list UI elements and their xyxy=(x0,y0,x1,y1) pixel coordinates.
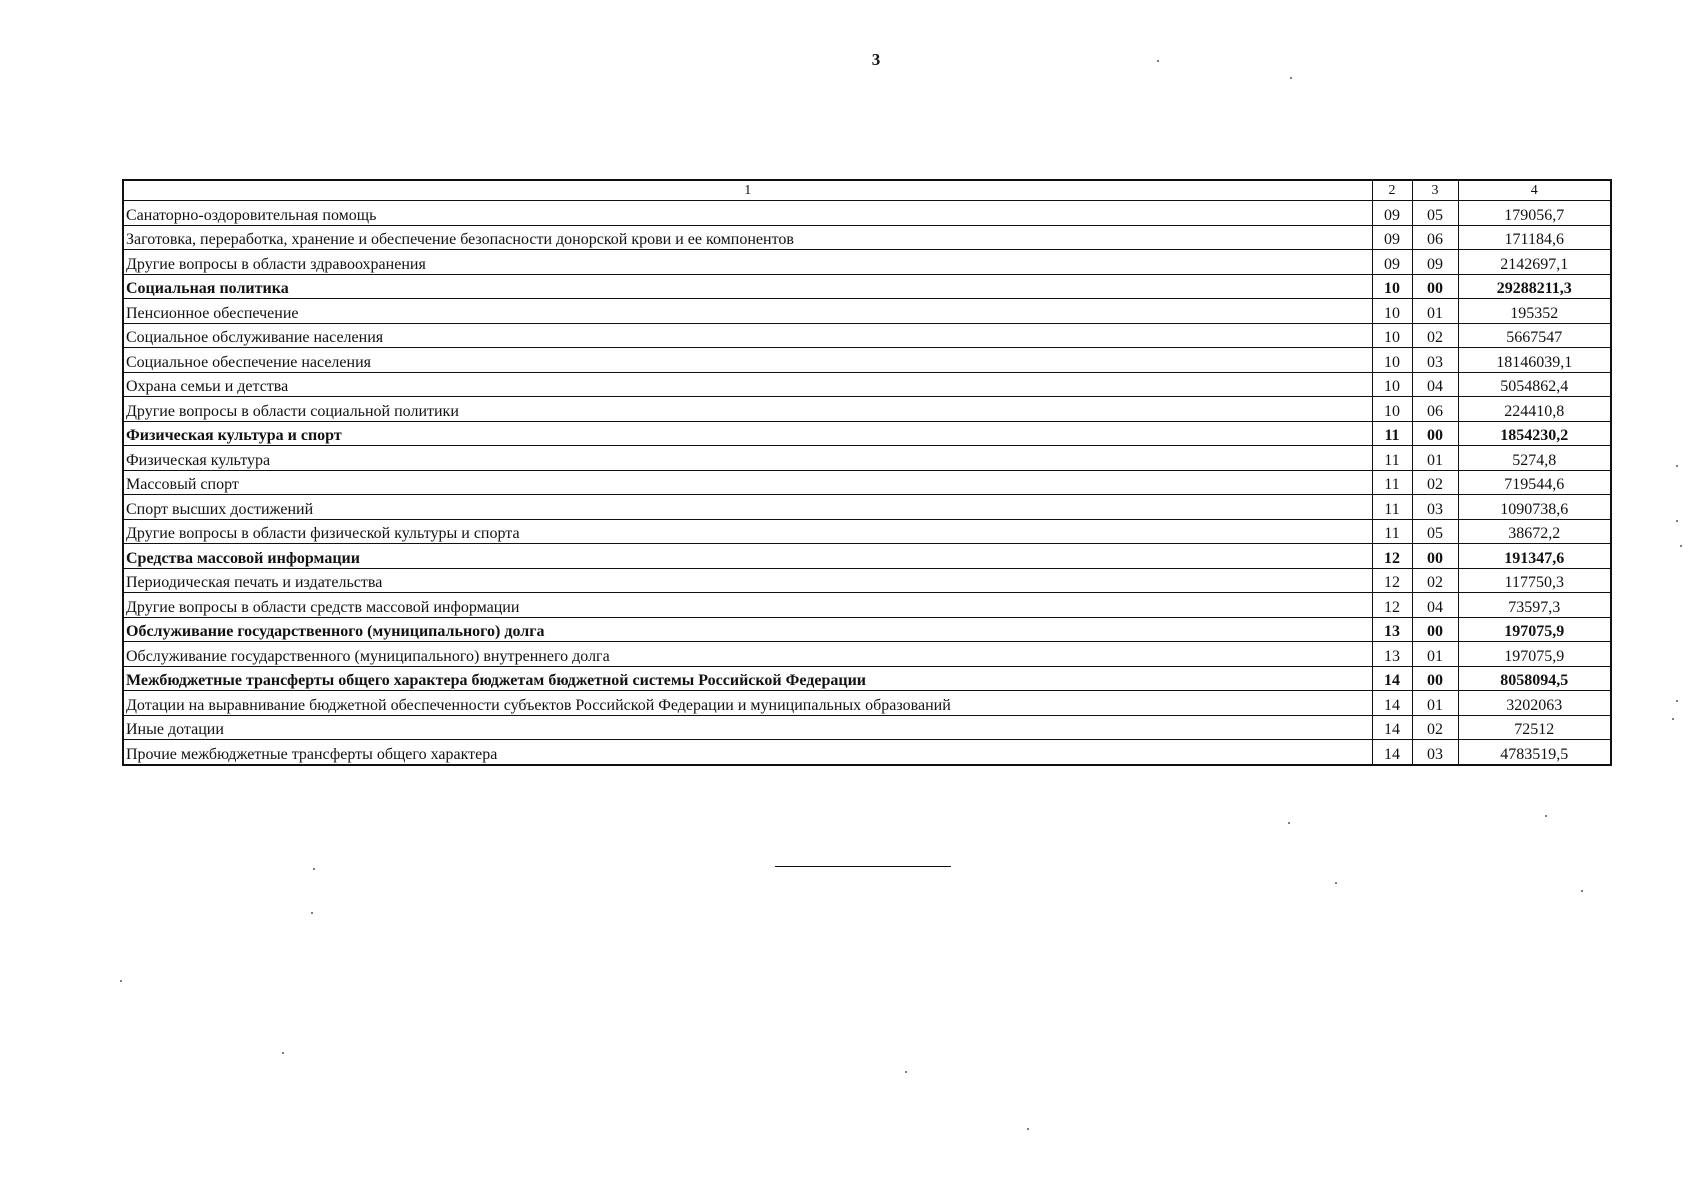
row-section-cell: 13 xyxy=(1372,617,1412,642)
row-amount-cell: 5667547 xyxy=(1458,323,1611,348)
row-name-cell: Социальная политика xyxy=(123,274,1372,299)
row-amount-cell: 73597,3 xyxy=(1458,593,1611,618)
row-subsection-cell: 02 xyxy=(1412,568,1458,593)
table-row xyxy=(123,323,1611,348)
row-name-cell: Обслуживание государственного (муниципального) внутреннего долга xyxy=(123,642,1372,667)
row-section-cell: 14 xyxy=(1372,666,1412,691)
table-row xyxy=(123,348,1611,373)
budget-table xyxy=(122,179,1612,766)
row-name-cell: Иные дотации xyxy=(123,715,1372,740)
row-name-cell: Социальное обеспечение населения xyxy=(123,348,1372,373)
row-subsection-cell: 03 xyxy=(1412,495,1458,520)
row-subsection-cell: 01 xyxy=(1412,691,1458,716)
row-name-cell: Другие вопросы в области социальной политики xyxy=(123,397,1372,422)
row-section-cell: 11 xyxy=(1372,495,1412,520)
row-name-cell: Физическая культура и спорт xyxy=(123,421,1372,446)
row-amount-cell: 179056,7 xyxy=(1458,201,1611,226)
row-section-cell: 11 xyxy=(1372,421,1412,446)
table-row xyxy=(123,642,1611,667)
row-subsection-cell: 04 xyxy=(1412,372,1458,397)
row-name-cell: Социальное обслуживание населения xyxy=(123,323,1372,348)
scan-speck xyxy=(1676,700,1678,702)
table-row xyxy=(123,593,1611,618)
scan-speck xyxy=(905,1071,907,1073)
budget-table-container xyxy=(122,179,1610,766)
row-section-cell: 10 xyxy=(1372,323,1412,348)
row-section-cell: 10 xyxy=(1372,397,1412,422)
row-amount-cell: 4783519,5 xyxy=(1458,740,1611,765)
row-amount-cell: 117750,3 xyxy=(1458,568,1611,593)
row-subsection-cell: 00 xyxy=(1412,666,1458,691)
row-section-cell: 09 xyxy=(1372,250,1412,275)
row-subsection-cell: 09 xyxy=(1412,250,1458,275)
row-name-cell: Физическая культура xyxy=(123,446,1372,471)
scan-speck xyxy=(1288,822,1290,824)
row-subsection-cell: 06 xyxy=(1412,397,1458,422)
scan-speck xyxy=(1676,465,1678,467)
row-name-cell: Пенсионное обеспечение xyxy=(123,299,1372,324)
table-row xyxy=(123,519,1611,544)
budget-table-body xyxy=(123,180,1611,765)
row-name-cell: Межбюджетные трансферты общего характера бюджетам бюджетной системы Российской Федерации xyxy=(123,666,1372,691)
scan-speck xyxy=(311,912,313,914)
row-section-cell: 14 xyxy=(1372,740,1412,765)
row-subsection-cell: 01 xyxy=(1412,642,1458,667)
scan-speck xyxy=(1290,77,1292,79)
row-name-cell: Массовый спорт xyxy=(123,470,1372,495)
row-subsection-cell: 04 xyxy=(1412,593,1458,618)
table-row xyxy=(123,421,1611,446)
column-header-3: 3 xyxy=(1412,180,1458,201)
scan-speck xyxy=(120,980,122,982)
row-subsection-cell: 02 xyxy=(1412,470,1458,495)
row-name-cell: Обслуживание государственного (муниципального) долга xyxy=(123,617,1372,642)
scan-speck xyxy=(1157,60,1159,62)
row-amount-cell: 1854230,2 xyxy=(1458,421,1611,446)
table-row xyxy=(123,274,1611,299)
scan-speck xyxy=(1027,1128,1029,1130)
row-amount-cell: 2142697,1 xyxy=(1458,250,1611,275)
row-name-cell: Другие вопросы в области физической культуры и спорта xyxy=(123,519,1372,544)
row-amount-cell: 72512 xyxy=(1458,715,1611,740)
row-name-cell: Другие вопросы в области здравоохранения xyxy=(123,250,1372,275)
row-subsection-cell: 03 xyxy=(1412,348,1458,373)
row-section-cell: 11 xyxy=(1372,470,1412,495)
row-name-cell: Другие вопросы в области средств массовой информации xyxy=(123,593,1372,618)
table-row xyxy=(123,372,1611,397)
row-subsection-cell: 03 xyxy=(1412,740,1458,765)
table-row xyxy=(123,250,1611,275)
row-subsection-cell: 05 xyxy=(1412,201,1458,226)
table-row xyxy=(123,715,1611,740)
table-row xyxy=(123,617,1611,642)
table-row xyxy=(123,740,1611,765)
row-section-cell: 12 xyxy=(1372,593,1412,618)
row-subsection-cell: 01 xyxy=(1412,299,1458,324)
row-subsection-cell: 02 xyxy=(1412,323,1458,348)
row-name-cell: Средства массовой информации xyxy=(123,544,1372,569)
row-amount-cell: 1090738,6 xyxy=(1458,495,1611,520)
row-name-cell: Спорт высших достижений xyxy=(123,495,1372,520)
row-section-cell: 14 xyxy=(1372,715,1412,740)
row-section-cell: 12 xyxy=(1372,568,1412,593)
column-number-header-row xyxy=(123,180,1611,201)
row-name-cell: Заготовка, переработка, хранение и обеспечение безопасности донорской крови и ее компонентов xyxy=(123,225,1372,250)
row-amount-cell: 5274,8 xyxy=(1458,446,1611,471)
table-row xyxy=(123,201,1611,226)
table-row xyxy=(123,225,1611,250)
row-section-cell: 11 xyxy=(1372,446,1412,471)
table-row xyxy=(123,299,1611,324)
scan-speck xyxy=(1676,520,1678,522)
row-amount-cell: 197075,9 xyxy=(1458,617,1611,642)
table-row xyxy=(123,568,1611,593)
scan-speck xyxy=(313,868,315,870)
scan-speck xyxy=(1672,718,1674,720)
table-row xyxy=(123,397,1611,422)
scan-speck xyxy=(1581,890,1583,892)
row-amount-cell: 29288211,3 xyxy=(1458,274,1611,299)
column-header-2: 2 xyxy=(1372,180,1412,201)
table-row xyxy=(123,495,1611,520)
row-section-cell: 11 xyxy=(1372,519,1412,544)
table-row xyxy=(123,446,1611,471)
row-amount-cell: 719544,6 xyxy=(1458,470,1611,495)
column-header-1: 1 xyxy=(123,180,1372,201)
row-subsection-cell: 00 xyxy=(1412,274,1458,299)
scan-speck xyxy=(1335,882,1337,884)
row-amount-cell: 18146039,1 xyxy=(1458,348,1611,373)
row-amount-cell: 171184,6 xyxy=(1458,225,1611,250)
row-subsection-cell: 00 xyxy=(1412,617,1458,642)
row-section-cell: 10 xyxy=(1372,348,1412,373)
row-section-cell: 09 xyxy=(1372,201,1412,226)
row-amount-cell: 195352 xyxy=(1458,299,1611,324)
row-subsection-cell: 06 xyxy=(1412,225,1458,250)
table-row xyxy=(123,544,1611,569)
row-section-cell: 10 xyxy=(1372,372,1412,397)
row-subsection-cell: 01 xyxy=(1412,446,1458,471)
row-amount-cell: 3202063 xyxy=(1458,691,1611,716)
row-name-cell: Прочие межбюджетные трансферты общего характера xyxy=(123,740,1372,765)
scan-speck xyxy=(1680,545,1682,547)
row-amount-cell: 38672,2 xyxy=(1458,519,1611,544)
scan-speck xyxy=(1545,815,1547,817)
column-header-4: 4 xyxy=(1458,180,1611,201)
row-section-cell: 10 xyxy=(1372,274,1412,299)
row-subsection-cell: 00 xyxy=(1412,544,1458,569)
row-section-cell: 10 xyxy=(1372,299,1412,324)
row-amount-cell: 5054862,4 xyxy=(1458,372,1611,397)
row-section-cell: 14 xyxy=(1372,691,1412,716)
page-number: 3 xyxy=(871,50,881,69)
scan-speck xyxy=(282,1052,284,1054)
row-name-cell: Периодическая печать и издательства xyxy=(123,568,1372,593)
end-of-table-rule xyxy=(775,866,951,867)
row-subsection-cell: 00 xyxy=(1412,421,1458,446)
row-name-cell: Санаторно-оздоровительная помощь xyxy=(123,201,1372,226)
row-amount-cell: 197075,9 xyxy=(1458,642,1611,667)
row-name-cell: Охрана семьи и детства xyxy=(123,372,1372,397)
row-section-cell: 13 xyxy=(1372,642,1412,667)
row-subsection-cell: 02 xyxy=(1412,715,1458,740)
row-section-cell: 09 xyxy=(1372,225,1412,250)
table-row xyxy=(123,470,1611,495)
row-section-cell: 12 xyxy=(1372,544,1412,569)
row-amount-cell: 191347,6 xyxy=(1458,544,1611,569)
table-row xyxy=(123,691,1611,716)
row-name-cell: Дотации на выравнивание бюджетной обеспеченности субъектов Российской Федерации и муниципальных образований xyxy=(123,691,1372,716)
row-amount-cell: 8058094,5 xyxy=(1458,666,1611,691)
row-amount-cell: 224410,8 xyxy=(1458,397,1611,422)
row-subsection-cell: 05 xyxy=(1412,519,1458,544)
table-row xyxy=(123,666,1611,691)
